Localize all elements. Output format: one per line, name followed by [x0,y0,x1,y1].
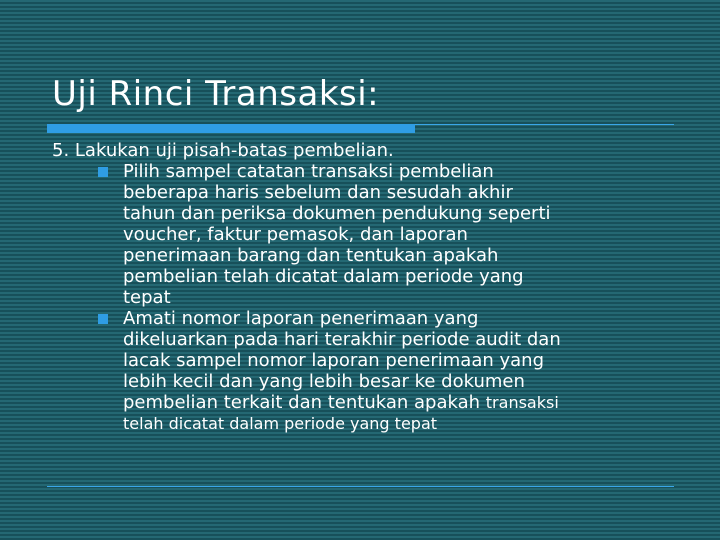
sub-point-1-line: beberapa haris sebelum dan sesudah akhir [123,182,513,203]
sub-point-list [52,161,677,434]
slide-body [52,140,677,434]
slide-title: Uji Rinci Transaksi: [52,74,380,114]
sub-point-1-line: tepat [123,287,171,308]
sub-point-2-line: dikeluarkan pada hari terakhir periode audit dan [123,329,561,350]
footer-rule [47,486,674,487]
sub-point-2 [52,308,677,434]
sub-point-1-line: tahun dan periksa dokumen pendukung seperti [123,203,551,224]
square-bullet-icon [98,314,108,324]
sub-point-2-line: Amati nomor laporan penerimaan yang [123,308,479,329]
sub-point-2-line: telah dicatat dalam periode yang tepat [123,414,438,433]
sub-point-2-line-main: pembelian terkait dan tentukan apakah [123,392,481,413]
title-underline-thick [47,124,415,133]
sub-point-2-line: lacak sampel nomor laporan penerimaan yang [123,350,545,371]
title-underline-thin [415,124,674,125]
sub-point-2-line: lebih kecil dan yang lebih besar ke dokumen [123,371,525,392]
main-point: 5. Lakukan uji pisah-batas pembelian. [52,140,394,161]
sub-point-2-line-small: transaksi [485,393,559,412]
sub-point-1-line: pembelian telah dicatat dalam periode yang [123,266,524,287]
sub-point-1-line: Pilih sampel catatan transaksi pembelian [123,161,494,182]
sub-point-1 [52,161,677,308]
sub-point-1-line: penerimaan barang dan tentukan apakah [123,245,499,266]
sub-point-1-line: voucher, faktur pemasok, dan laporan [123,224,468,245]
sub-point-2-line-mixed [123,392,677,413]
square-bullet-icon [98,167,108,177]
